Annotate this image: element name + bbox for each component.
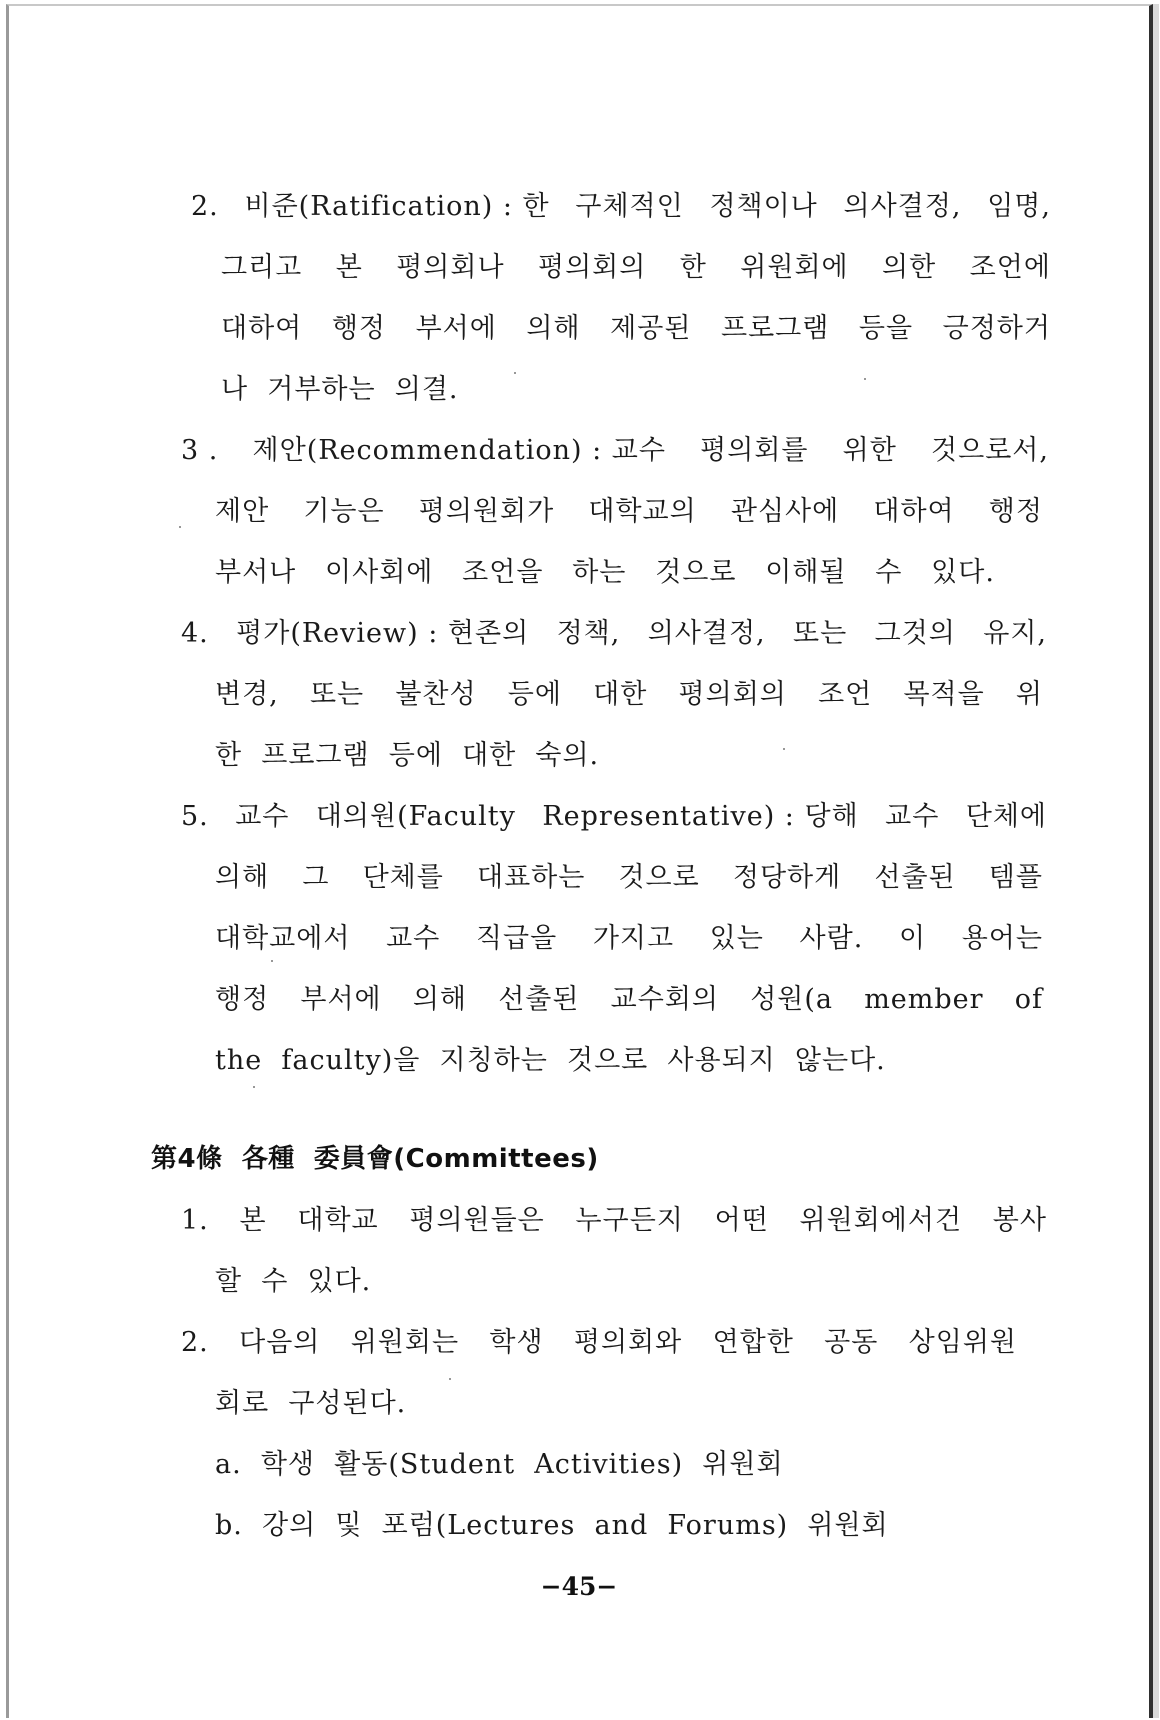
item-4-line-1: 4. 평가(Review) : 현존의 정책, 의사결정, 또는 그것의 유지, — [181, 618, 1047, 649]
scan-speck — [271, 960, 273, 962]
item-4-line-2: 변경, 또는 불찬성 등에 대한 평의회의 조언 목적을 위 — [215, 679, 1043, 710]
item-2-line-4: 나 거부하는 의결. — [221, 374, 459, 405]
committees-item-1-line-1: 1. 본 대학교 평의원들은 누구든지 어떤 위원회에서건 봉사 — [181, 1205, 1047, 1236]
scan-speck — [514, 372, 516, 374]
scan-speck — [179, 526, 181, 528]
committees-item-2-line-2: 회로 구성된다. — [215, 1388, 407, 1419]
committees-item-2-line-1: 2. 다음의 위원회는 학생 평의회와 연합한 공동 상임위원 — [181, 1327, 1017, 1358]
item-2-line-1: 2. 비준(Ratification) : 한 구체적인 정책이나 의사결정, 임명, — [191, 191, 1051, 222]
item-5-line-5: the faculty)을 지칭하는 것으로 사용되지 않는다. — [215, 1045, 886, 1076]
item-3-line-3: 부서나 이사회에 조언을 하는 것으로 이해될 수 있다. — [215, 557, 995, 588]
scan-speck — [864, 378, 866, 380]
item-3-line-1: 3 . 제안(Recommendation) : 교수 평의회를 위한 것으로서, — [181, 435, 1049, 466]
page-number: −45− — [540, 1572, 618, 1601]
item-5-line-1: 5. 교수 대의원(Faculty Representative) : 당해 교수 단체에 — [181, 801, 1047, 832]
committee-a: a. 학생 활동(Student Activities) 위원회 — [215, 1449, 784, 1480]
document-page — [6, 4, 1153, 1718]
scan-speck — [253, 1086, 255, 1088]
item-2-line-3: 대하여 행정 부서에 의해 제공된 프로그램 등을 긍정하거 — [221, 313, 1051, 344]
item-5-line-4: 행정 부서에 의해 선출된 교수회의 성원(a member of — [215, 984, 1043, 1015]
item-2-line-2: 그리고 본 평의회나 평의회의 한 위원회에 의한 조언에 — [221, 252, 1051, 283]
item-4-line-3: 한 프로그램 등에 대한 숙의. — [215, 740, 600, 771]
committees-item-1-line-2: 할 수 있다. — [215, 1266, 372, 1297]
item-5-line-2: 의해 그 단체를 대표하는 것으로 정당하게 선출된 템플 — [215, 862, 1043, 893]
item-3-line-2: 제안 기능은 평의원회가 대학교의 관심사에 대하여 행정 — [215, 496, 1043, 527]
article-4-heading: 第4條 各種 委員會(Committees) — [151, 1144, 599, 1174]
scan-speck — [783, 748, 785, 750]
scan-speck — [449, 1378, 451, 1380]
item-5-line-3: 대학교에서 교수 직급을 가지고 있는 사람. 이 용어는 — [215, 923, 1043, 954]
committee-b: b. 강의 및 포럼(Lectures and Forums) 위원회 — [215, 1510, 889, 1541]
